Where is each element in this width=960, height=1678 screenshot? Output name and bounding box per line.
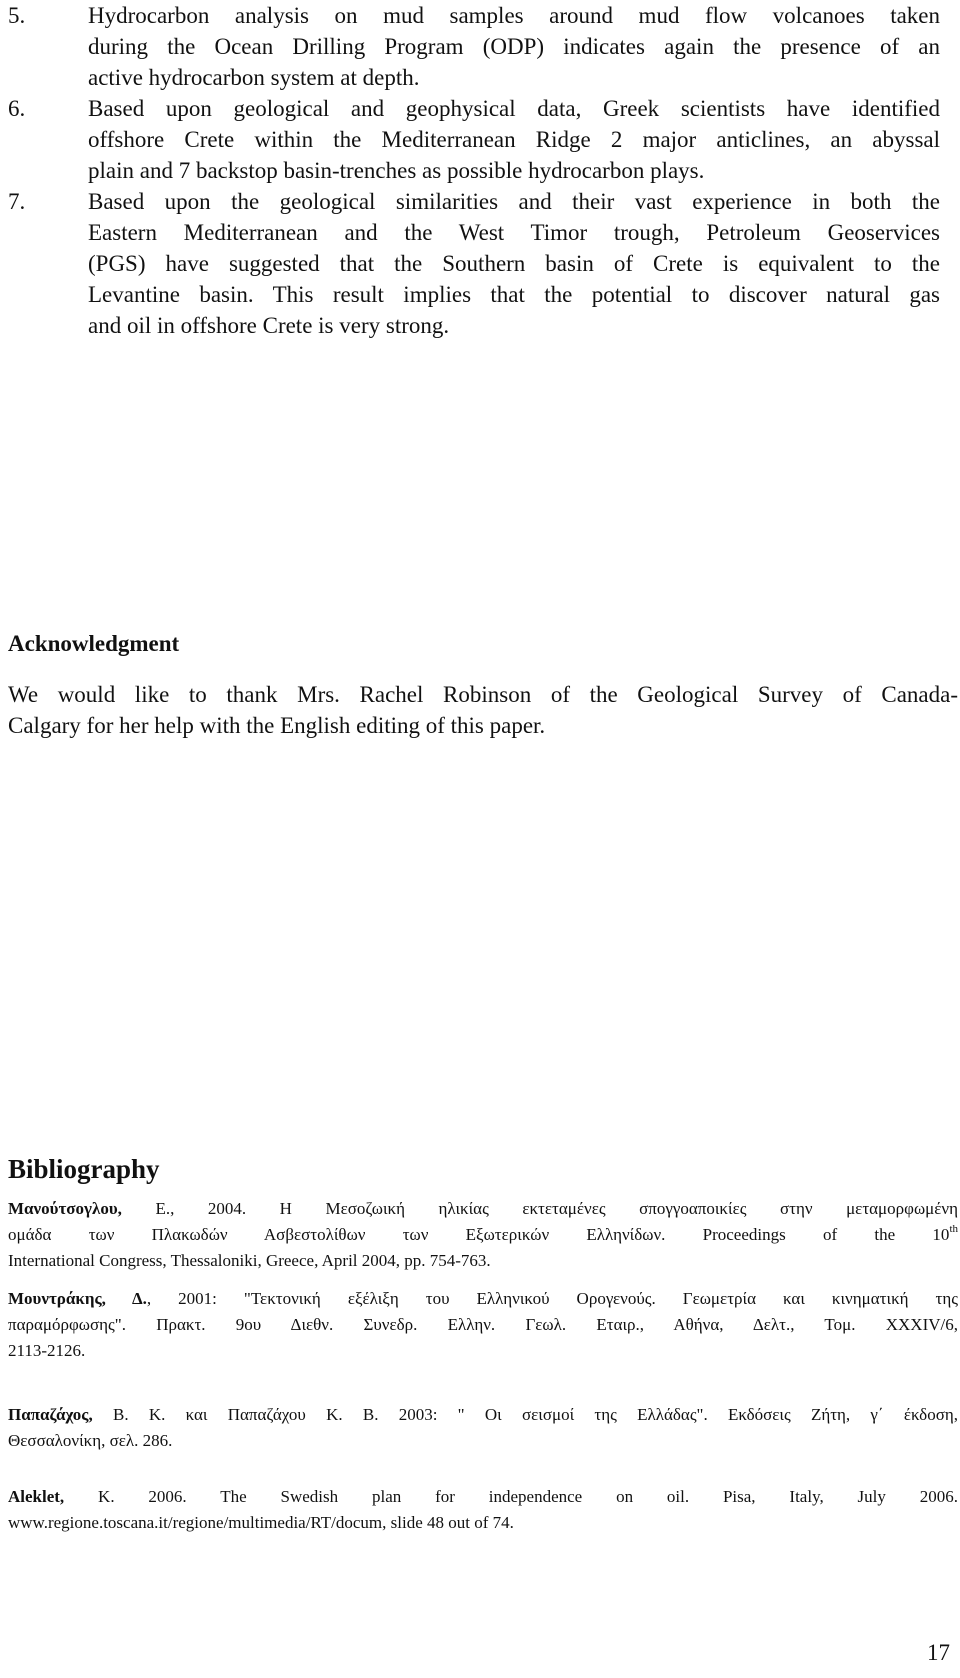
- list-item: [0, 93, 940, 186]
- bibliography-entry: [8, 1196, 958, 1274]
- bibliography-entry: [8, 1484, 958, 1536]
- text-line: and oil in offshore Crete is very strong.: [88, 313, 450, 338]
- text-line: International Congress, Thessaloniki, Greece, April 2004, pp. 754-763.: [8, 1251, 491, 1270]
- text-line: 2113-2126.: [8, 1341, 86, 1360]
- text-line: (PGS) have suggested that the Southern basin of Crete is equivalent to the: [88, 251, 940, 276]
- list-item: [0, 0, 940, 93]
- list-item-number: 6.: [8, 96, 26, 121]
- text-line: Eastern Mediterranean and the West Timor trough, Petroleum Geoservices: [88, 220, 940, 245]
- reference-text: Ε., 2004. Η Μεσοζωική ηλικίας εκτεταμένες σπογγοαποικίες στην μεταμορφωμένη: [155, 1199, 958, 1218]
- list-item-text: [88, 93, 940, 186]
- text-line: Levantine basin. This result implies that the potential to discover natural gas: [88, 282, 940, 307]
- reference-author: Παπαζάχος,: [8, 1405, 93, 1424]
- list-item-number: 7.: [8, 189, 26, 214]
- text-line: [8, 1484, 958, 1510]
- acknowledgment-heading: Acknowledgment: [8, 631, 180, 656]
- page-number: 17: [927, 1640, 950, 1665]
- text-line: Calgary for her help with the English editing of this paper.: [8, 713, 546, 738]
- superscript: th: [949, 1223, 958, 1235]
- bibliography-entry: [8, 1402, 958, 1454]
- reference-text: ομάδα των Πλακωδών Ασβεστολίθων των Εξωτερικών Ελληνίδων. Proceedings of the 10: [8, 1225, 950, 1244]
- bibliography-entry: [8, 1286, 958, 1364]
- list-item-text: [88, 0, 940, 93]
- bibliography-heading: Bibliography: [8, 1154, 160, 1184]
- text-line: active hydrocarbon system at depth.: [88, 65, 420, 90]
- acknowledgment-text: [8, 679, 958, 741]
- text-line: We would like to thank Mrs. Rachel Robinson of the Geological Survey of Canada-: [8, 682, 958, 707]
- reference-text: Β. Κ. και Παπαζάχου Κ. Β. 2003: " Οι σεισμοί της Ελλάδας". Εκδόσεις Ζήτη, γ΄ έκδοση,: [112, 1405, 958, 1424]
- text-line: παραμόρφωσης". Πρακτ. 9ου Διεθν. Συνεδρ. Ελλην. Γεωλ. Εταιρ., Αθήνα, Δελτ., Τομ. XXXIV/6,: [8, 1315, 958, 1334]
- text-line: offshore Crete within the Mediterranean Ridge 2 major anticlines, an abyssal: [88, 127, 940, 152]
- text-line: [8, 1402, 958, 1428]
- text-line: Based upon geological and geophysical data, Greek scientists have identified: [88, 96, 940, 121]
- list-item-text: [88, 186, 940, 341]
- list-item-number: 5.: [8, 3, 26, 28]
- text-line: [8, 1222, 958, 1248]
- reference-author: Μουντράκης, Δ.: [8, 1289, 147, 1308]
- reference-text: K. 2006. The Swedish plan for independence on oil. Pisa, Italy, July 2006.: [98, 1487, 959, 1506]
- text-line: www.regione.toscana.it/regione/multimedia/RT/docum, slide 48 out of 74.: [8, 1513, 514, 1532]
- reference-author: Μανούτσογλου,: [8, 1199, 122, 1218]
- list-item: [0, 186, 940, 341]
- reference-text: , 2001: "Τεκτονική εξέλιξη του Ελληνικού Ορογενούς. Γεωμετρία και κινηματική της: [146, 1289, 958, 1308]
- text-line: during the Ocean Drilling Program (ODP) indicates again the presence of an: [88, 34, 940, 59]
- text-line: plain and 7 backstop basin-trenches as possible hydrocarbon plays.: [88, 158, 705, 183]
- reference-author: Aleklet,: [8, 1487, 65, 1506]
- text-line: Hydrocarbon analysis on mud samples around mud flow volcanoes taken: [88, 3, 940, 28]
- text-line: [8, 1286, 958, 1312]
- text-line: Based upon the geological similarities and their vast experience in both the: [88, 189, 940, 214]
- text-line: [8, 1196, 958, 1222]
- text-line: Θεσσαλονίκη, σελ. 286.: [8, 1431, 173, 1450]
